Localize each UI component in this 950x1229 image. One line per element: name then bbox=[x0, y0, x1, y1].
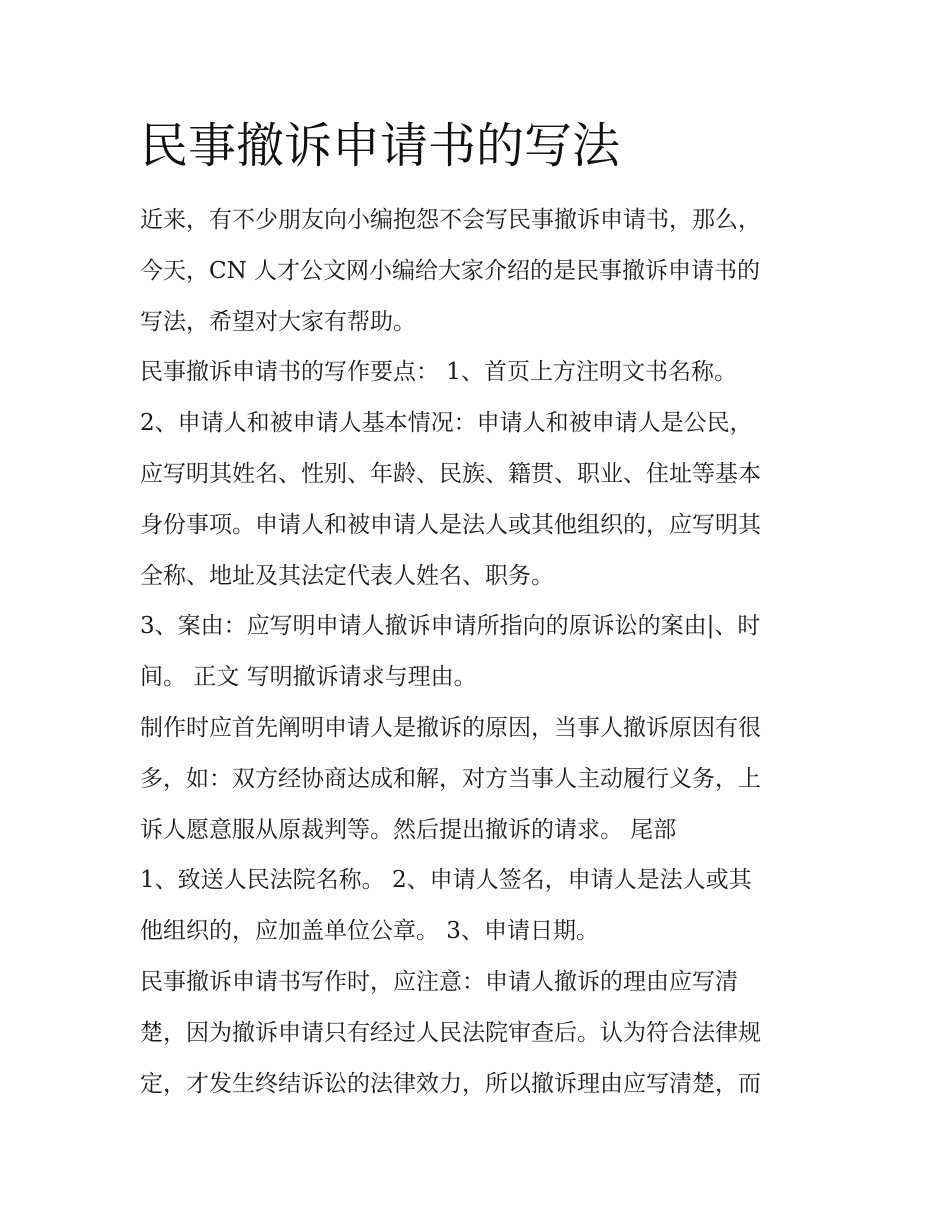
body-line: 他组织的，应加盖单位公章。 3、申请日期。 bbox=[140, 918, 599, 945]
body-line: 诉人愿意服从原裁判等。然后提出撤诉的请求。 尾部 bbox=[140, 816, 677, 843]
body-line: 身份事项。申请人和被申请人是法人或其他组织的，应写明其 bbox=[140, 511, 761, 538]
body-line: 民事撤诉申请书写作时，应注意：申请人撤诉的理由应写清 bbox=[140, 968, 738, 995]
body-line: 多，如：双方经协商达成和解，对方当事人主动履行义务，上 bbox=[140, 765, 761, 792]
body-line: 间。 正文 写明撤诉请求与理由。 bbox=[140, 664, 477, 691]
body-line: 定，才发生终结诉讼的法律效力，所以撤诉理由应写清楚，而 bbox=[140, 1070, 761, 1097]
body-line: 1、致送人民法院名称。 2、申请人签名，申请人是法人或其 bbox=[140, 867, 752, 894]
body-line: 全称、地址及其法定代表人姓名、职务。 bbox=[140, 562, 554, 589]
body-line: 近来，有不少朋友向小编抱怨不会写民事撤诉申请书，那么， bbox=[140, 207, 761, 233]
body-line: 应写明其姓名、性别、年龄、民族、籍贯、职业、住址等基本 bbox=[140, 460, 761, 487]
body-line: 楚，因为撤诉申请只有经过人民法院审查后。认为符合法律规 bbox=[140, 1019, 761, 1046]
body-line: 今天，CN 人才公文网小编给大家介绍的是民事撤诉申请书的 bbox=[140, 257, 761, 284]
document-body bbox=[140, 195, 830, 1109]
body-line: 制作时应首先阐明申请人是撤诉的原因，当事人撤诉原因有很 bbox=[140, 714, 761, 741]
body-line: 2、申请人和被申请人基本情况：申请人和被申请人是公民， bbox=[140, 410, 753, 437]
document-title: 民事撤诉申请书的写法 bbox=[140, 118, 621, 174]
body-line: 3、案由：应写明申请人撤诉申请所指向的原诉讼的案由|、时 bbox=[140, 613, 761, 640]
body-line: 民事撤诉申请书的写作要点： 1、首页上方注明文书名称。 bbox=[140, 359, 737, 386]
body-line: 写法，希望对大家有帮助。 bbox=[140, 308, 416, 335]
